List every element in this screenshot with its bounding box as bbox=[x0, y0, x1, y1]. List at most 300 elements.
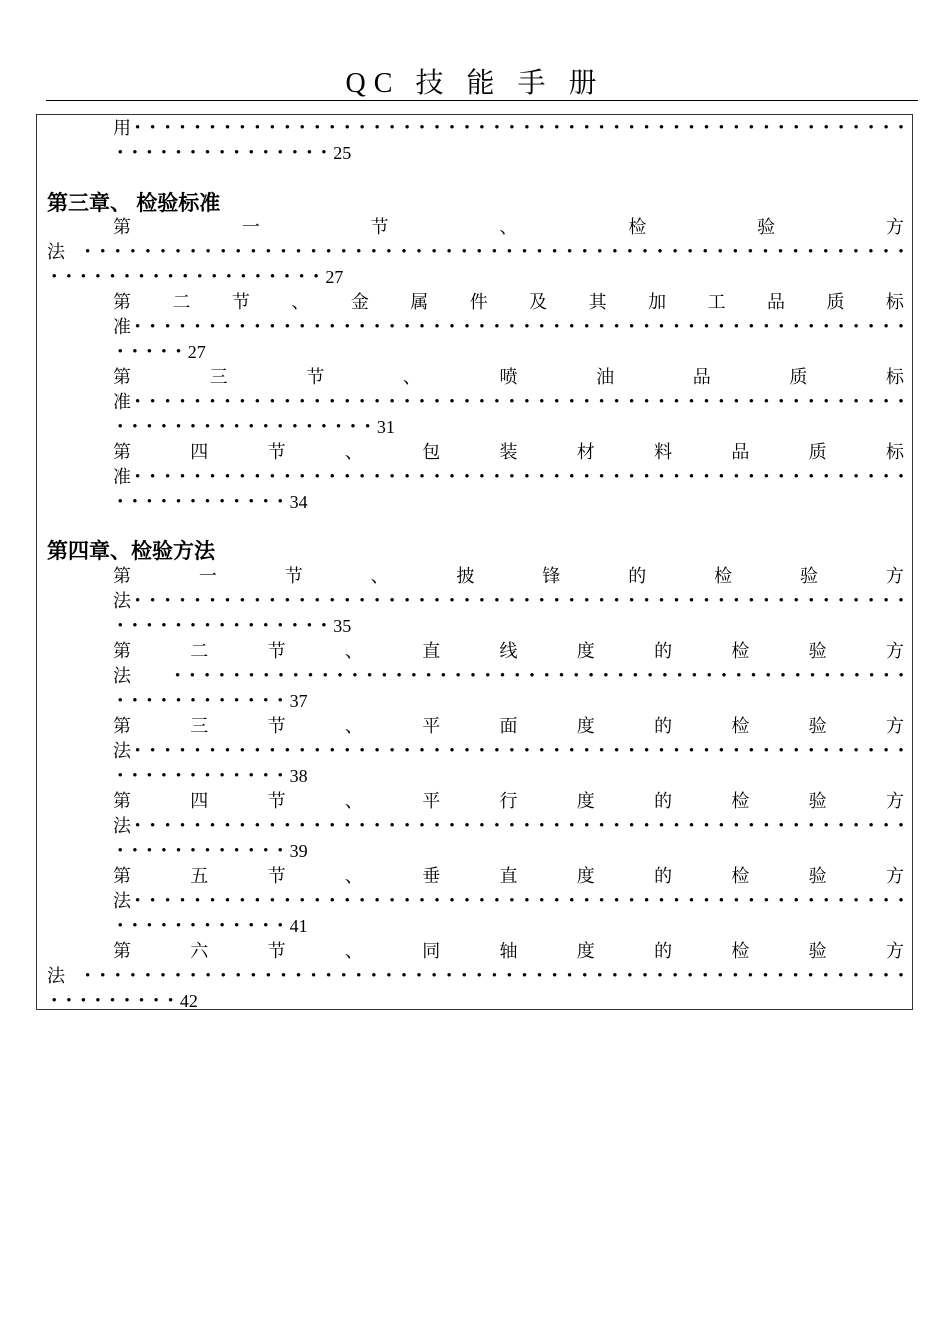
toc-page-number: 39 bbox=[289, 841, 308, 861]
leader-dot: • bbox=[494, 120, 500, 136]
leader-dot: • bbox=[853, 743, 859, 759]
leader-dot: • bbox=[190, 918, 196, 934]
leader-dot: • bbox=[703, 743, 710, 759]
toc-entry-char: 标 bbox=[886, 367, 904, 387]
toc-leader-tail[interactable] bbox=[113, 615, 351, 637]
leader-dot: • bbox=[838, 968, 844, 984]
leader-dot: • bbox=[219, 419, 225, 435]
leader-dot: • bbox=[160, 968, 166, 984]
leader-dot: • bbox=[310, 968, 317, 984]
leader-dot: • bbox=[175, 918, 182, 934]
leader-dot: • bbox=[476, 968, 482, 984]
leader-dot: • bbox=[224, 593, 231, 609]
leader-dot: • bbox=[329, 743, 335, 759]
leader-dot: • bbox=[386, 968, 392, 984]
leader-dot: • bbox=[284, 120, 290, 136]
leader-dot: • bbox=[853, 244, 859, 260]
leader-dot: • bbox=[868, 120, 874, 136]
toc-entry-char: 其 bbox=[588, 292, 607, 312]
leader-dot: • bbox=[239, 893, 246, 909]
toc-entry-last-char: 法 bbox=[47, 966, 65, 986]
leader-dot: • bbox=[658, 743, 665, 759]
leader-dot: • bbox=[117, 344, 123, 360]
leader-dot: • bbox=[80, 993, 86, 1009]
toc-entry-char: 检 bbox=[628, 217, 647, 237]
toc-leader-tail[interactable] bbox=[113, 915, 308, 937]
leader-dot: • bbox=[677, 668, 683, 684]
toc-entry-ch3-s2[interactable] bbox=[113, 291, 904, 313]
leader-dot: • bbox=[161, 768, 167, 784]
toc-entry-char: 件 bbox=[469, 292, 488, 312]
leader-dot: • bbox=[509, 120, 515, 136]
leader-dot: • bbox=[823, 469, 829, 485]
leader-dot: • bbox=[778, 120, 784, 136]
leader-dot: • bbox=[277, 768, 283, 784]
leader-dot: • bbox=[254, 394, 261, 410]
toc-entry-last-char: 法 bbox=[47, 242, 65, 262]
leader-dot: • bbox=[762, 244, 769, 260]
leader-dot: • bbox=[434, 893, 440, 909]
leader-dot: • bbox=[280, 244, 287, 260]
leader-dot: • bbox=[234, 145, 240, 161]
leader-dot: • bbox=[164, 893, 171, 909]
leader-dot: • bbox=[733, 469, 740, 485]
leader-dot: • bbox=[219, 693, 225, 709]
leader-dot: • bbox=[898, 743, 904, 759]
leader-dot: • bbox=[404, 593, 410, 609]
toc-leader-tail[interactable] bbox=[113, 142, 351, 164]
leader-dot: • bbox=[628, 593, 635, 609]
toc-leader-dots bbox=[135, 466, 904, 488]
leader-dot: • bbox=[117, 618, 123, 634]
toc-entry-char: 方 bbox=[885, 217, 904, 237]
toc-entry-char: 第 bbox=[113, 641, 131, 661]
toc-leader-tail[interactable] bbox=[113, 840, 308, 862]
leader-dot: • bbox=[401, 244, 407, 260]
toc-entry-ch4-s5[interactable] bbox=[113, 865, 904, 887]
leader-dot: • bbox=[778, 818, 784, 834]
toc-entry-ch3-s3[interactable] bbox=[113, 366, 904, 388]
leader-dot: • bbox=[389, 120, 395, 136]
leader-dot: • bbox=[284, 593, 290, 609]
toc-entry-char: 检 bbox=[714, 566, 733, 586]
leader-dot: • bbox=[551, 244, 558, 260]
leader-dot: • bbox=[374, 593, 380, 609]
toc-entry-char: 料 bbox=[654, 442, 673, 462]
leader-dot: • bbox=[190, 768, 196, 784]
leader-dot: • bbox=[263, 419, 269, 435]
toc-leader-tail[interactable] bbox=[113, 491, 308, 513]
leader-dot: • bbox=[115, 244, 121, 260]
toc-leader-tail[interactable] bbox=[47, 990, 198, 1012]
chapter-3-title[interactable]: 第三章、 检验标准 bbox=[47, 191, 221, 215]
leader-dot: • bbox=[479, 893, 485, 909]
leader-dot: • bbox=[898, 968, 904, 984]
toc-entry-char: 方 bbox=[885, 941, 904, 961]
leader-dot: • bbox=[168, 269, 174, 285]
leader-dot: • bbox=[883, 244, 889, 260]
leader-dot: • bbox=[718, 394, 725, 410]
leader-dot: • bbox=[506, 244, 513, 260]
leader-dot: • bbox=[614, 120, 620, 136]
leader-dot: • bbox=[703, 818, 710, 834]
leader-dot: • bbox=[132, 344, 138, 360]
leader-dot: • bbox=[389, 469, 395, 485]
leader-dot: • bbox=[688, 469, 695, 485]
toc-entry-ch3-s1[interactable] bbox=[113, 216, 904, 238]
leader-dot: • bbox=[494, 818, 500, 834]
leader-dot: • bbox=[614, 893, 620, 909]
toc-entry-char: 验 bbox=[808, 941, 827, 961]
leader-dot: • bbox=[584, 120, 590, 136]
leader-dot: • bbox=[161, 618, 167, 634]
toc-entry-char: 平 bbox=[422, 716, 441, 736]
leader-dot: • bbox=[115, 968, 121, 984]
leader-dot: • bbox=[793, 893, 799, 909]
leader-dot: • bbox=[643, 120, 650, 136]
leader-dot: • bbox=[763, 593, 769, 609]
leader-dot: • bbox=[898, 394, 904, 410]
leader-dot: • bbox=[628, 469, 635, 485]
chapter-4-title[interactable]: 第四章、检验方法 bbox=[47, 539, 215, 563]
leader-dot: • bbox=[898, 668, 904, 684]
leader-dot: • bbox=[521, 244, 528, 260]
toc-entry-char: 品 bbox=[731, 442, 750, 462]
leader-dot: • bbox=[748, 319, 754, 335]
leader-dot: • bbox=[224, 120, 231, 136]
leader-dot: • bbox=[145, 968, 151, 984]
toc-entry-char: 五 bbox=[190, 866, 209, 886]
leader-dot: • bbox=[209, 818, 216, 834]
leader-dot: • bbox=[224, 469, 231, 485]
leader-dot: • bbox=[853, 893, 859, 909]
toc-entry-char: 四 bbox=[190, 791, 209, 811]
leader-dot: • bbox=[224, 818, 231, 834]
leader-dot: • bbox=[146, 693, 152, 709]
leader-dot: • bbox=[838, 244, 844, 260]
leader-dot: • bbox=[329, 893, 335, 909]
toc-entry-char: 、 bbox=[344, 791, 363, 811]
leader-dot: • bbox=[898, 469, 904, 485]
leader-dot: • bbox=[374, 394, 380, 410]
leader-dot: • bbox=[778, 743, 784, 759]
leader-dot: • bbox=[554, 319, 560, 335]
leader-dot: • bbox=[250, 244, 256, 260]
leader-dot: • bbox=[614, 818, 620, 834]
leader-dot: • bbox=[149, 394, 156, 410]
toc-entry-ch4-s6[interactable] bbox=[113, 940, 904, 962]
leader-dot: • bbox=[718, 893, 725, 909]
leader-dot: • bbox=[135, 394, 141, 410]
leader-dot: • bbox=[461, 244, 467, 260]
leader-dot: • bbox=[179, 319, 186, 335]
toc-entry-char: 轴 bbox=[499, 941, 518, 961]
leader-dot: • bbox=[823, 394, 829, 410]
leader-dot: • bbox=[792, 244, 799, 260]
leader-dot: • bbox=[868, 668, 875, 684]
leader-dot: • bbox=[494, 743, 500, 759]
leader-dot: • bbox=[703, 893, 710, 909]
leader-dot: • bbox=[554, 394, 560, 410]
leader-dot: • bbox=[299, 469, 305, 485]
toc-entry-ch4-s4[interactable] bbox=[113, 790, 904, 812]
leader-dot: • bbox=[419, 818, 425, 834]
leader-dot: • bbox=[778, 469, 784, 485]
leader-dot: • bbox=[599, 593, 605, 609]
toc-entry-char: 检 bbox=[731, 791, 750, 811]
toc-entry-char: 度 bbox=[576, 941, 595, 961]
leader-dot: • bbox=[95, 993, 101, 1009]
leader-dot: • bbox=[404, 818, 410, 834]
leader-dot: • bbox=[226, 269, 232, 285]
leader-dot: • bbox=[220, 968, 226, 984]
leader-dot: • bbox=[138, 993, 145, 1009]
leader-dot: • bbox=[117, 918, 123, 934]
leader-dot: • bbox=[239, 120, 246, 136]
leader-dot: • bbox=[265, 968, 272, 984]
leader-dot: • bbox=[464, 818, 470, 834]
leader-dot: • bbox=[529, 668, 535, 684]
leader-dot: • bbox=[673, 743, 680, 759]
toc-entry-char: 检 bbox=[731, 941, 750, 961]
leader-dot: • bbox=[718, 593, 725, 609]
leader-dot: • bbox=[254, 469, 261, 485]
leader-dot: • bbox=[748, 469, 754, 485]
toc-entry-ch4-s3[interactable] bbox=[113, 715, 904, 737]
leader-dot: • bbox=[642, 968, 648, 984]
leader-dot: • bbox=[277, 843, 283, 859]
leader-dot: • bbox=[793, 818, 799, 834]
leader-dot: • bbox=[295, 968, 302, 984]
toc-leader-tail[interactable] bbox=[113, 416, 395, 438]
leader-dot: • bbox=[643, 743, 650, 759]
leader-dot: • bbox=[434, 818, 440, 834]
leader-dot: • bbox=[269, 319, 275, 335]
leader-dot: • bbox=[688, 319, 695, 335]
leader-dot: • bbox=[292, 419, 298, 435]
leader-dot: • bbox=[277, 145, 283, 161]
toc-leader-tail[interactable] bbox=[47, 266, 343, 288]
leader-dot: • bbox=[161, 693, 167, 709]
toc-entry-char: 、 bbox=[344, 866, 363, 886]
toc-leader-dots bbox=[135, 391, 904, 413]
leader-dot: • bbox=[658, 469, 665, 485]
leader-dot: • bbox=[313, 269, 319, 285]
toc-entry-char: 方 bbox=[885, 791, 904, 811]
leader-dot: • bbox=[366, 668, 373, 684]
leader-dot: • bbox=[494, 469, 500, 485]
leader-dot: • bbox=[204, 668, 210, 684]
leader-dot: • bbox=[299, 818, 305, 834]
leader-dot: • bbox=[838, 319, 844, 335]
toc-entry-char: 工 bbox=[707, 292, 726, 312]
toc-leader-tail[interactable] bbox=[113, 690, 308, 712]
leader-dot: • bbox=[703, 469, 710, 485]
leader-dot: • bbox=[793, 394, 799, 410]
toc-leader-dots bbox=[85, 965, 904, 987]
leader-dot: • bbox=[204, 145, 211, 161]
page-header-title: QC 技 能 手 册 bbox=[345, 68, 605, 99]
leader-dot: • bbox=[808, 968, 814, 984]
leader-dot: • bbox=[599, 743, 605, 759]
leader-dot: • bbox=[506, 968, 513, 984]
leader-dot: • bbox=[254, 743, 261, 759]
toc-entry-char: 三 bbox=[209, 367, 228, 387]
leader-dot: • bbox=[732, 244, 738, 260]
leader-dot: • bbox=[149, 818, 156, 834]
leader-dot: • bbox=[673, 893, 680, 909]
leader-dot: • bbox=[647, 668, 653, 684]
leader-dot: • bbox=[536, 968, 543, 984]
toc-entry-char: 节 bbox=[306, 367, 325, 387]
leader-dot: • bbox=[329, 818, 335, 834]
toc-entry-char: 检 bbox=[731, 641, 750, 661]
leader-dot: • bbox=[431, 244, 437, 260]
toc-entry-char: 验 bbox=[757, 217, 776, 237]
toc-entry-ch3-s4[interactable] bbox=[113, 441, 904, 463]
leader-dot: • bbox=[224, 319, 231, 335]
toc-entry-char: 验 bbox=[800, 566, 818, 586]
leader-dot: • bbox=[306, 618, 313, 634]
leader-dot: • bbox=[209, 893, 216, 909]
leader-dot: • bbox=[182, 269, 188, 285]
toc-entry-char: 四 bbox=[190, 442, 209, 462]
toc-entry-char: 度 bbox=[576, 791, 595, 811]
leader-dot: • bbox=[135, 319, 141, 335]
toc-entry-ch4-s1[interactable] bbox=[113, 565, 904, 587]
leader-dot: • bbox=[795, 668, 801, 684]
toc-entry-char: 方 bbox=[885, 716, 904, 736]
leader-dot: • bbox=[194, 893, 201, 909]
leader-dot: • bbox=[614, 743, 620, 759]
leader-dot: • bbox=[149, 319, 156, 335]
leader-dot: • bbox=[446, 968, 452, 984]
leader-dot: • bbox=[455, 668, 461, 684]
leader-dot: • bbox=[341, 968, 347, 984]
leader-dot: • bbox=[718, 120, 725, 136]
leader-dot: • bbox=[164, 394, 171, 410]
toc-entry-char: 质 bbox=[826, 292, 845, 312]
leader-dot: • bbox=[792, 968, 799, 984]
leader-dot: • bbox=[235, 968, 241, 984]
leader-dot: • bbox=[584, 818, 590, 834]
leader-dot: • bbox=[838, 593, 844, 609]
leader-dot: • bbox=[509, 394, 515, 410]
leader-dot: • bbox=[509, 893, 515, 909]
leader-dot: • bbox=[234, 618, 240, 634]
leader-dot: • bbox=[868, 893, 874, 909]
leader-dot: • bbox=[612, 244, 618, 260]
leader-dot: • bbox=[793, 593, 799, 609]
leader-dot: • bbox=[419, 893, 425, 909]
toc-entry-ch4-s2[interactable] bbox=[113, 640, 904, 662]
leader-dot: • bbox=[109, 993, 116, 1009]
leader-dot: • bbox=[642, 244, 648, 260]
leader-dot: • bbox=[205, 968, 211, 984]
leader-dot: • bbox=[209, 120, 216, 136]
leader-dot: • bbox=[164, 469, 171, 485]
leader-dot: • bbox=[359, 120, 365, 136]
leader-dot: • bbox=[673, 469, 680, 485]
leader-dot: • bbox=[175, 145, 182, 161]
leader-dot: • bbox=[337, 668, 343, 684]
leader-dot: • bbox=[135, 120, 141, 136]
leader-dot: • bbox=[494, 394, 500, 410]
leader-dot: • bbox=[808, 743, 814, 759]
leader-dot: • bbox=[748, 818, 754, 834]
leader-dot: • bbox=[868, 968, 874, 984]
leader-dot: • bbox=[189, 668, 196, 684]
leader-dot: • bbox=[599, 319, 605, 335]
toc-continuation-char: 用 bbox=[113, 118, 131, 138]
leader-dot: • bbox=[509, 593, 515, 609]
leader-dot: • bbox=[688, 893, 695, 909]
leader-dot: • bbox=[280, 968, 287, 984]
toc-leader-tail[interactable] bbox=[113, 341, 206, 363]
leader-dot: • bbox=[434, 319, 440, 335]
leader-dot: • bbox=[479, 120, 485, 136]
leader-dot: • bbox=[476, 244, 482, 260]
leader-dot: • bbox=[146, 494, 152, 510]
table-of-contents bbox=[36, 114, 913, 1010]
leader-dot: • bbox=[132, 145, 138, 161]
leader-dot: • bbox=[209, 743, 216, 759]
toc-entry-last-char: 法 bbox=[113, 816, 131, 836]
leader-dot: • bbox=[278, 668, 284, 684]
leader-dot: • bbox=[250, 968, 256, 984]
leader-dot: • bbox=[179, 394, 186, 410]
leader-dot: • bbox=[688, 743, 695, 759]
toc-entry-char: 、 bbox=[344, 641, 363, 661]
leader-dot: • bbox=[461, 968, 467, 984]
leader-dot: • bbox=[239, 818, 246, 834]
leader-dot: • bbox=[277, 419, 283, 435]
toc-entry-char: 的 bbox=[654, 866, 673, 886]
leader-dot: • bbox=[124, 269, 130, 285]
toc-entry-last-char: 法 bbox=[113, 891, 131, 911]
leader-dot: • bbox=[248, 494, 254, 510]
toc-entry-char: 的 bbox=[654, 941, 673, 961]
leader-dot: • bbox=[404, 743, 410, 759]
leader-dot: • bbox=[672, 244, 678, 260]
leader-dot: • bbox=[263, 494, 269, 510]
leader-dot: • bbox=[404, 319, 410, 335]
leader-dot: • bbox=[509, 818, 515, 834]
leader-dot: • bbox=[263, 145, 269, 161]
toc-leader-dots bbox=[175, 665, 904, 687]
leader-dot: • bbox=[853, 394, 859, 410]
leader-dot: • bbox=[614, 394, 620, 410]
leader-dot: • bbox=[254, 120, 261, 136]
leader-dot: • bbox=[419, 469, 425, 485]
leader-dot: • bbox=[479, 319, 485, 335]
leader-dot: • bbox=[234, 494, 240, 510]
leader-dot: • bbox=[179, 893, 186, 909]
toc-entry-char: 面 bbox=[499, 716, 518, 736]
leader-dot: • bbox=[255, 269, 261, 285]
toc-leader-tail[interactable] bbox=[113, 765, 308, 787]
leader-dot: • bbox=[190, 244, 196, 260]
toc-leader-dots bbox=[135, 740, 904, 762]
leader-dot: • bbox=[584, 893, 590, 909]
leader-dot: • bbox=[248, 618, 254, 634]
leader-dot: • bbox=[359, 319, 365, 335]
leader-dot: • bbox=[314, 743, 320, 759]
leader-dot: • bbox=[868, 743, 874, 759]
leader-dot: • bbox=[628, 394, 635, 410]
leader-dot: • bbox=[567, 244, 573, 260]
toc-entry-char: 度 bbox=[576, 866, 595, 886]
